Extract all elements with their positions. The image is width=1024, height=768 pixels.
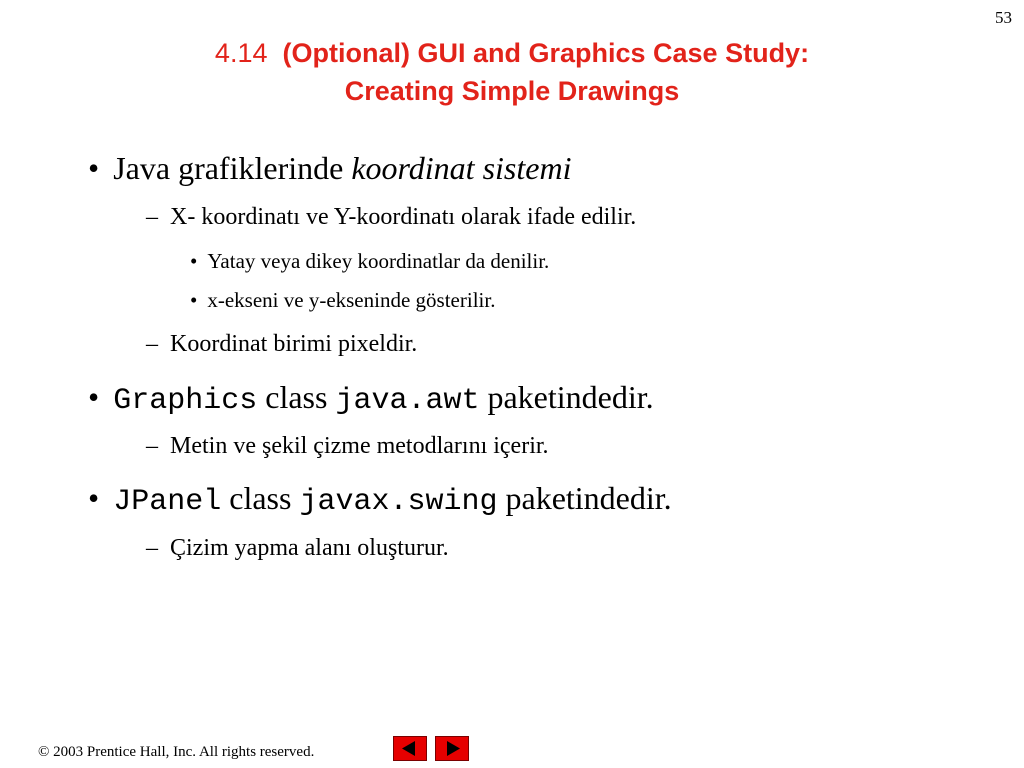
code-text: JPanel — [113, 485, 222, 519]
dash-marker: – — [146, 535, 158, 561]
next-slide-button[interactable] — [435, 736, 469, 761]
bullet-item — [88, 150, 571, 187]
sub-sub-bullet-item — [190, 288, 495, 313]
bullet-text: class — [257, 379, 336, 415]
arrow-left-icon — [394, 737, 426, 760]
code-text: java.awt — [335, 384, 480, 418]
bullet-marker: • — [88, 379, 100, 415]
sub-sub-bullet-item — [190, 249, 549, 274]
title-line-1: (Optional) GUI and Graphics Case Study: — [282, 38, 810, 68]
sub-bullet-text: Çizim yapma alanı oluşturur. — [170, 535, 449, 561]
bullet-item — [88, 480, 672, 519]
copyright-footer: © 2003 Prentice Hall, Inc. All rights reserved. — [38, 744, 315, 760]
sub-bullet-text: Koordinat birimi pixeldir. — [170, 331, 418, 357]
sub-bullet-text: X- koordinatı ve Y-koordinatı olarak ifade edilir. — [170, 204, 637, 230]
sub-bullet-item — [146, 535, 449, 562]
dash-marker: – — [146, 331, 158, 357]
sub-bullet-item — [146, 204, 636, 231]
bullet-text: Java grafiklerinde — [113, 150, 352, 186]
title-number: 4.14 — [214, 38, 268, 68]
title-line-2: Creating Simple Drawings — [344, 76, 680, 106]
slide-title — [0, 34, 1024, 110]
dash-marker: – — [146, 433, 158, 459]
bullet-marker: • — [88, 150, 100, 186]
bullet-text-italic: koordinat sistemi — [351, 150, 572, 186]
previous-slide-button[interactable] — [393, 736, 427, 761]
bullet-marker: • — [190, 288, 198, 312]
bullet-marker: • — [88, 480, 100, 516]
code-text: javax.swing — [299, 485, 498, 519]
page-number: 53 — [995, 8, 1012, 27]
code-text: Graphics — [113, 384, 258, 418]
sub-sub-bullet-text: Yatay veya dikey koordinatlar da denilir. — [207, 249, 550, 273]
bullet-item — [88, 379, 654, 418]
dash-marker: – — [146, 204, 158, 230]
sub-bullet-item — [146, 331, 417, 358]
bullet-text: paketindedir. — [497, 480, 672, 516]
bullet-marker: • — [190, 249, 198, 273]
arrow-right-icon — [436, 737, 468, 760]
sub-sub-bullet-text: x-ekseni ve y-ekseninde gösterilir. — [207, 288, 496, 312]
bullet-text: class — [221, 480, 300, 516]
sub-bullet-item — [146, 433, 549, 460]
bullet-text: paketindedir. — [479, 379, 654, 415]
sub-bullet-text: Metin ve şekil çizme metodlarını içerir. — [170, 433, 549, 459]
